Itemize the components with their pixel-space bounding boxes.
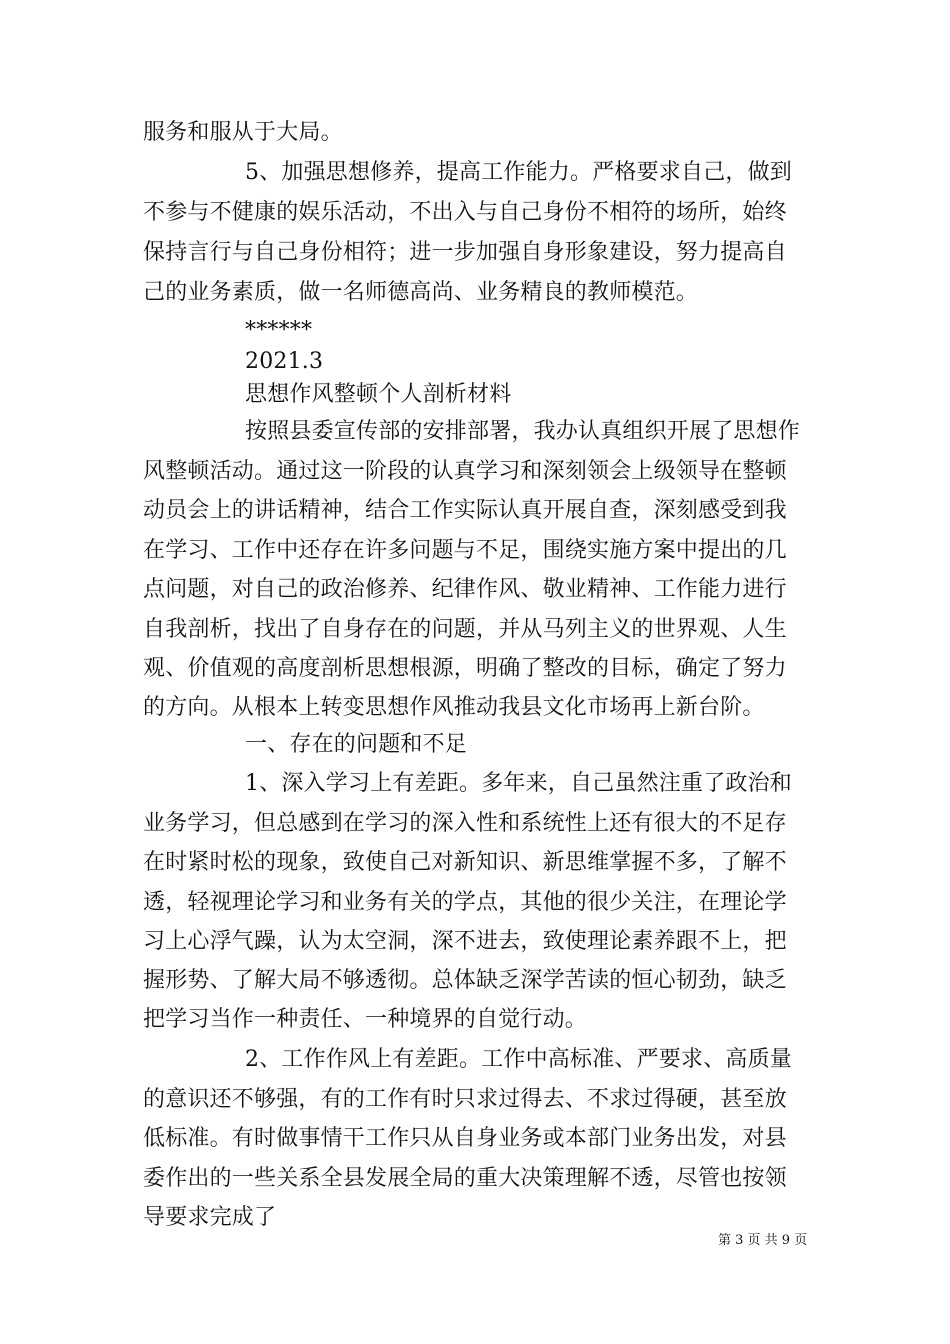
signature-mark: ******: [245, 318, 313, 343]
date-line: 2021.3: [245, 349, 324, 374]
text-line: 习上心浮气躁，认为太空洞，深不进去，致使理论素养跟不上，把: [143, 929, 787, 954]
text-line: 的意识还不够强，有的工作有时只求过得去、不求过得硬，甚至放: [143, 1087, 787, 1112]
text-line: 低标准。有时做事情干工作只从自身业务或本部门业务出发，对县: [143, 1126, 787, 1151]
page-number: 第 3 页 共 9 页: [718, 1233, 808, 1248]
text-line: 观、价值观的高度剖析思想根源，明确了整改的目标，确定了努力: [143, 656, 787, 681]
text-line: 不参与不健康的娱乐活动，不出入与自己身份不相符的场所，始终: [143, 200, 787, 225]
text-line: 的方向。从根本上转变思想作风推动我县文化市场再上新台阶。: [143, 695, 765, 720]
text-line: 在时紧时松的现象，致使自己对新知识、新思维掌握不多，了解不: [143, 850, 787, 875]
text-line: 在学习、工作中还存在许多问题与不足，围绕实施方案中提出的几: [143, 538, 787, 563]
text-line: 点问题，对自己的政治修养、纪律作风、敬业精神、工作能力进行: [143, 577, 787, 602]
text-line: 业务学习，但总感到在学习的深入性和系统性上还有很大的不足存: [143, 811, 787, 836]
text-line: 1、深入学习上有差距。多年来，自己虽然注重了政治和: [245, 771, 792, 796]
section-heading: 一、存在的问题和不足: [245, 732, 468, 757]
text-line: 己的业务素质，做一名师德高尚、业务精良的教师模范。: [143, 280, 699, 305]
section-title: 思想作风整顿个人剖析材料: [245, 382, 512, 407]
text-line: 保持言行与自己身份相符；进一步加强自身形象建设，努力提高自: [143, 240, 787, 265]
text-line: 委作出的一些关系全县发展全局的重大决策理解不透，尽管也按领: [143, 1166, 787, 1191]
text-line: 按照县委宣传部的安排部署，我办认真组织开展了思想作: [245, 419, 801, 444]
text-line: 风整顿活动。通过这一阶段的认真学习和深刻领会上级领导在整顿: [143, 459, 787, 484]
text-line: 动员会上的讲话精神，结合工作实际认真开展自查，深刻感受到我: [143, 498, 787, 523]
text-line: 5、加强思想修养，提高工作能力。严格要求自己，做到: [245, 160, 792, 185]
text-line: 自我剖析，找出了自身存在的问题，并从马列主义的世界观、人生: [143, 617, 787, 642]
text-line: 透，轻视理论学习和业务有关的学点，其他的很少关注，在理论学: [143, 890, 787, 915]
text-line: 把学习当作一种责任、一种境界的自觉行动。: [143, 1007, 588, 1032]
text-line: 2、工作作风上有差距。工作中高标准、严要求、高质量: [245, 1047, 792, 1072]
text-line: 导要求完成了: [143, 1205, 277, 1230]
text-line: 服务和服从于大局。: [143, 120, 343, 145]
text-line: 握形势、了解大局不够透彻。总体缺乏深学苦读的恒心韧劲，缺乏: [143, 968, 787, 993]
